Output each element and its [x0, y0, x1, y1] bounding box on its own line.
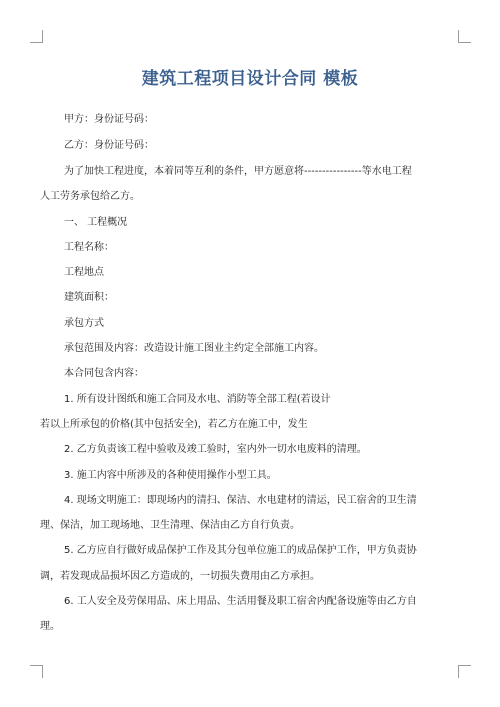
clause-5-line-2: 调，若发现成品损坏因乙方造成的，一切损失费用由乙方承担。 [40, 571, 320, 582]
preamble-line-1: 为了加快工程进度，本着同等互利的条件，甲方愿意将----------------等水电工程 [64, 166, 412, 177]
document-title: 建筑工程项目设计合同 模板 [141, 69, 359, 89]
clause-1-line-1: 1. 所有设计图纸和施工合同及水电、消防等全部工程(若设计 [64, 394, 331, 405]
crop-mark-top-right [458, 30, 471, 43]
section-heading-project-overview: 一、 工程概况 [64, 217, 128, 228]
clause-3-line: 3. 施工内容中所涉及的各种使用操作小型工具。 [64, 470, 277, 481]
clause-4-line-2: 理、保洁，加工现场地、卫生清理、保洁由乙方自行负责。 [40, 520, 300, 531]
clause-5-line-1: 5. 乙方应自行做好成品保护工作及其分包单位施工的成品保护工作，甲方负责协 [64, 545, 417, 556]
clause-6-line-2: 理。 [40, 621, 60, 632]
clause-6-line-1: 6. 工人安全及劳保用品、床上用品、生活用餐及职工宿舍内配备设施等由乙方自 [64, 596, 417, 607]
party-a-line: 甲方：身份证号码： [64, 114, 154, 125]
preamble-line-2: 人工劳务承包给乙方。 [40, 191, 140, 202]
crop-mark-bottom-right [458, 665, 471, 678]
party-b-line: 乙方：身份证号码： [64, 140, 154, 151]
contract-contents-heading: 本合同包含内容： [64, 368, 144, 379]
project-location-line: 工程地点 [64, 267, 104, 278]
project-name-line: 工程名称： [64, 242, 114, 253]
clause-4-line-1: 4. 现场文明施工：即现场内的清扫、保洁、水电建材的清运，民工宿舍的卫生清 [64, 495, 417, 506]
crop-mark-top-left [30, 30, 43, 43]
clause-2-line: 2. 乙方负责该工程中验收及竣工验时，室内外一切水电废料的清理。 [64, 444, 367, 455]
contract-scope-line: 承包范围及内容：改造设计施工图业主约定全部施工内容。 [64, 343, 324, 354]
crop-mark-bottom-left [30, 665, 43, 678]
contract-method-line: 承包方式 [64, 318, 104, 329]
clause-1-line-2: 若以上所承包的价格(其中包括安全)，若乙方在施工中，发生 [40, 419, 308, 430]
building-area-line: 建筑面积： [64, 292, 114, 303]
